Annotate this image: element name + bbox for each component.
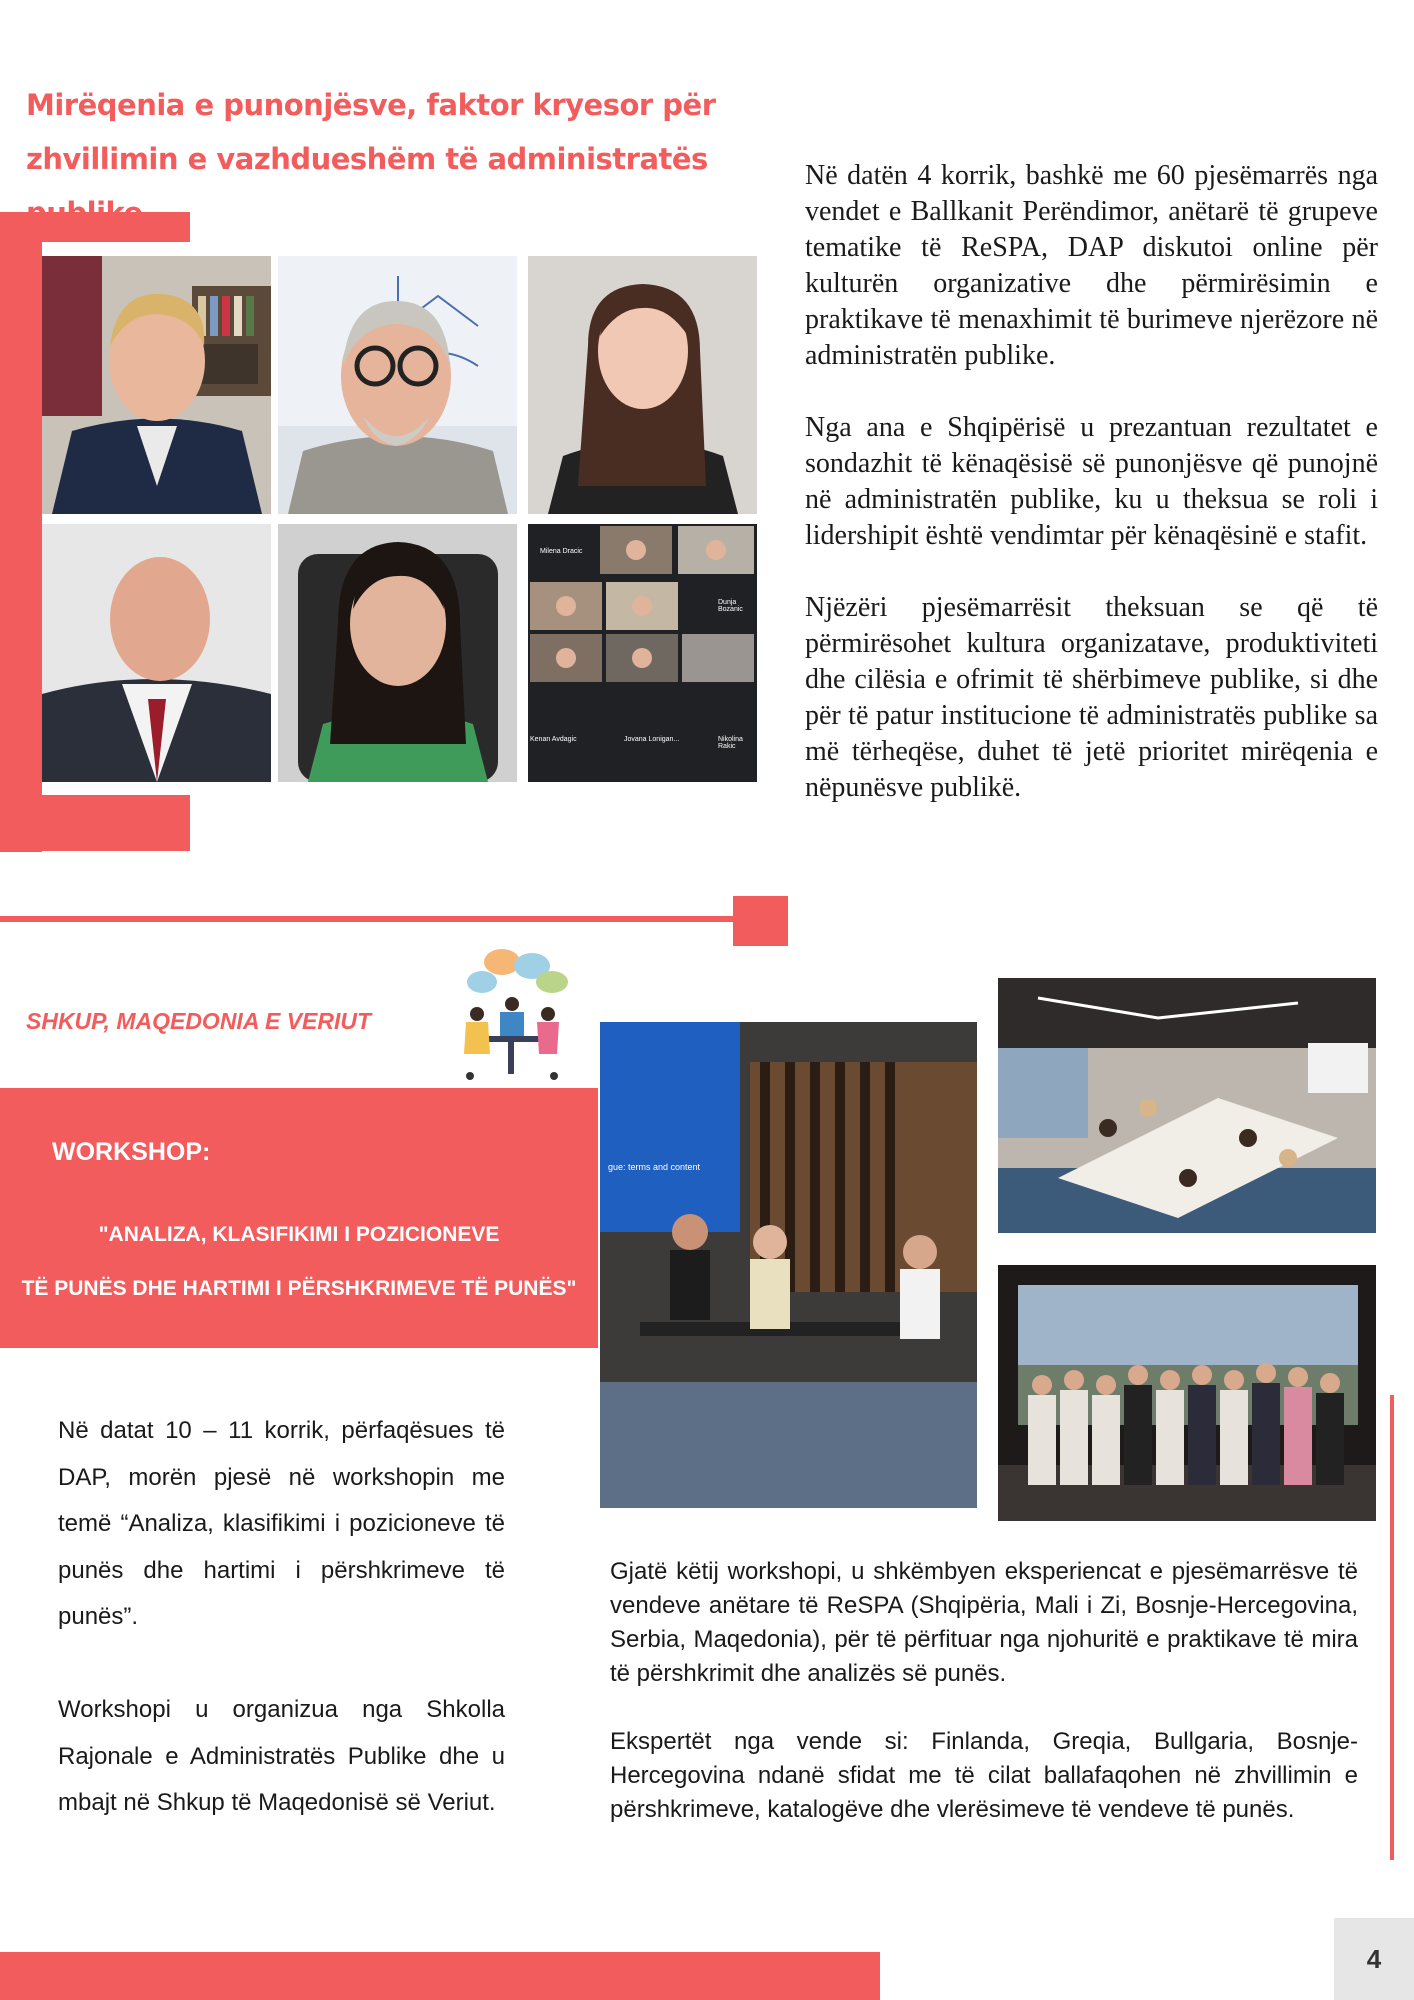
article2-right-paragraph-2: Ekspertët nga vende si: Finlanda, Greqia, Bullgaria, Bosnje-Hercegovina ndanë sfidat me të cilat ballafaqohen në zhvillimin e përshkrimeve, katalogëve dhe vlerësimeve të vendeve të punës. <box>610 1728 1358 1823</box>
headline-line-1: Mirëqenia e punonjësve, faktor kryesor për <box>26 88 716 122</box>
page-number: 4 <box>1334 1918 1414 2000</box>
video-call-grid <box>42 256 762 786</box>
teamwork-illustration <box>432 944 592 1082</box>
article1-paragraph-1: Në datën 4 korrik, bashkë me 60 pjesëmarrës nga vendet e Ballkanit Perëndimor, anëtarë të grupeve tematike të ReSPA, DAP diskutoi online për kulturën organizative dhe përmirësimin e praktikave të menaxhimit të burimeve njerëzore në administratën publike. <box>805 160 1378 371</box>
video-tile-participant-5 <box>278 524 517 782</box>
decor-frame-left <box>0 212 42 852</box>
gallery-name-1: Milena Dracic <box>540 548 583 555</box>
video-tile-participant-1 <box>42 256 271 514</box>
workshop-label: WORKSHOP: <box>52 1138 211 1166</box>
right-accent-line <box>1390 1395 1394 1860</box>
section-divider-line <box>0 916 735 922</box>
article2-left-paragraph-2: Workshopi u organizua nga Shkolla Rajonale e Administratës Publike dhe u mbajt në Shkup të Maqedonisë së Veriut. <box>58 1696 505 1816</box>
gallery-thumbnails <box>528 524 757 782</box>
gallery-name-6: Kenan Avdagic <box>530 736 577 743</box>
article1-paragraph-3: Njëzëri pjesëmarrësit theksuan se që të përmirësohet kultura organizatave, produktiviteti dhe cilësia e ofrimit të shërbimeve publike, si dhe për të patur institucione të administratës publike sa më tërheqëse, duhet të jetë prioritet mirëqenia e nëpunësve publikë. <box>805 592 1378 803</box>
workshop-title-line-2: TË PUNËS DHE HARTIMI I PËRSHKRIMEVE TË PUNËS" <box>21 1277 577 1300</box>
workshop-title-line-1: "ANALIZA, KLASIFIKIMI I POZICIONEVE <box>98 1223 500 1246</box>
article2-right-paragraph-1: Gjatë këtij workshopi, u shkëmbyen eksperiencat e pjesëmarrësve të vendeve anëtare të ReSPA (Shqipëria, Mali i Zi, Bosnje-Hercegovina, Serbia, Maqedonia), për të përfituar nga njohuritë e praktikave të mira të përshkrimit dhe analizës së punës. <box>610 1558 1358 1687</box>
decor-frame-bottom <box>0 795 190 851</box>
section-divider-block <box>733 896 788 946</box>
workshop-title <box>0 1208 598 1316</box>
video-tile-participant-4 <box>42 524 271 782</box>
photo-meeting-room <box>998 978 1376 1233</box>
article2-right-body <box>610 1555 1358 1861</box>
photo-group <box>998 1265 1376 1521</box>
location-label: SHKUP, MAQEDONIA E VERIUT <box>26 1008 372 1034</box>
footer-bar <box>0 1952 880 2000</box>
article2-left-body <box>58 1408 505 1873</box>
decor-frame-top <box>0 212 190 242</box>
gallery-name-2: Dunja Bozanic <box>718 599 743 613</box>
article2-left-paragraph-1: Në datat 10 – 11 korrik, përfaqësues të DAP, morën pjesë në workshopin me temë “Analiza, klasifikimi i pozicioneve të punës dhe hartimi i përshkrimeve të punës”. <box>58 1417 505 1630</box>
video-tile-participant-3 <box>528 256 757 514</box>
photo-panel-discussion <box>600 1022 977 1508</box>
video-tile-gallery <box>528 524 757 782</box>
headline-line-2: zhvillimin e vazhdueshëm të administratës <box>26 142 708 176</box>
article1-body <box>805 158 1378 842</box>
gallery-name-8: Nikolina Rakic <box>718 736 743 750</box>
article1-paragraph-2: Nga ana e Shqipërisë u prezantuan rezultatet e sondazhit të kënaqësisë së punonjësve që punojnë në administratën publike, ku u theksua se roli i lidershipit është vendimtar për kënaqësinë e stafit. <box>805 412 1378 551</box>
gallery-name-7: Jovana Lonigan... <box>624 736 680 743</box>
video-tile-participant-2 <box>278 256 517 514</box>
slide-text: gue: terms and content <box>608 1162 701 1172</box>
